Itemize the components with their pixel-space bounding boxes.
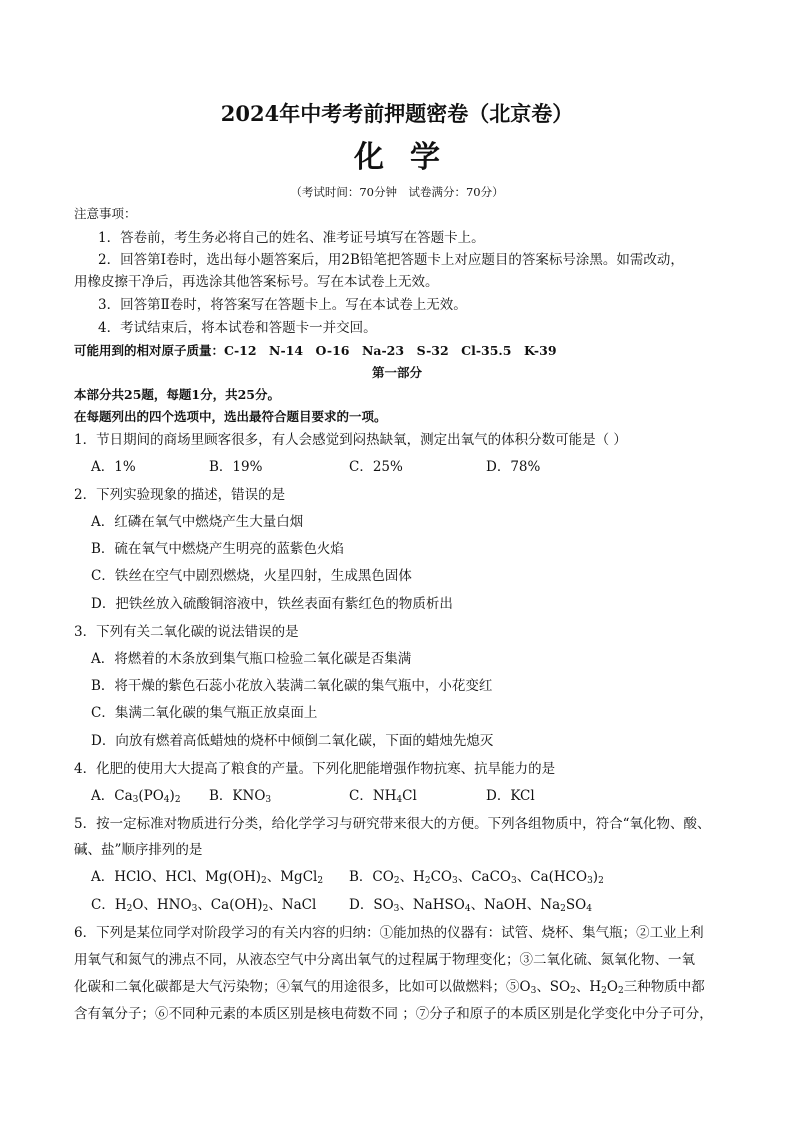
atomic-mass-line: 可能用到的相对原子质量：C-12 N-14 O-16 Na-23 S-32 Cl-35.5 K-39 <box>74 343 557 358</box>
q4-option-c: C．$NH_4Cl$ <box>349 788 417 805</box>
note-2b: 用橡皮擦干净后，再选涂其他答案标号。写在本试卷上无效。 <box>74 274 439 290</box>
q4-option-a: A．$Ca_3(PO_4)_2$ <box>91 788 181 805</box>
note-1: 1．答卷前，考生务必将自己的姓名、准考证号填写在答题卡上。 <box>98 230 485 246</box>
q3-option-c: C．集满二氧化碳的集气瓶正放桌面上 <box>91 705 318 721</box>
part1-heading: 第一部分 <box>371 365 422 380</box>
subject-title: 化学 <box>354 140 466 175</box>
note-2a: 2．回答第Ⅰ卷时，选出每小题答案后，用2B铅笔把答题卡上对应题目的答案标号涂黑。如需改动， <box>98 252 684 268</box>
q4-option-d: D．KCl <box>486 788 535 804</box>
q4-option-b: B．$KNO_3$ <box>209 788 272 805</box>
part1-intro-1: 本部分共25题，每题1分，共25分。 <box>74 387 280 402</box>
q1-option-d: D．78% <box>486 459 541 475</box>
q6-line3: 化碳和二氧化碳都是大气污染物；④氧气的用途很多，比如可以做燃料；$⑤O_3$、$SO_2$、$H_2O_2$三种物质中都 <box>74 979 705 996</box>
q3-option-d: D．向放有燃着高低蜡烛的烧杯中倾倒二氧化碳，下面的蜡烛先熄灭 <box>91 733 494 749</box>
exam-title: 2024年中考考前押题密卷（北京卷） <box>220 101 574 126</box>
q4-stem: 4．化肥的使用大大提高了粮食的产量。下列化肥能增强作物抗寒、抗旱能力的是 <box>74 761 556 777</box>
q5-stem-line2: 碱、盐”顺序排列的是 <box>74 842 203 858</box>
note-4: 4．考试结束后，将本试卷和答题卡一并交回。 <box>98 320 377 336</box>
q5-option-d: D．$SO_3$、NaHSO$_4$、NaOH、$Na_2SO_4$ <box>349 897 592 914</box>
q1-option-c: C．25% <box>349 459 403 475</box>
q1-option-a: A．1% <box>91 459 136 475</box>
q2-option-d: D．把铁丝放入硫酸铜溶液中，铁丝表面有紫红色的物质析出 <box>91 596 453 612</box>
q6-line4: 含有氧分子；⑥不同种元素的本质区别是核电荷数不同 ；⑦分子和原子的本质区别是化学变化中分子可分， <box>74 1006 713 1022</box>
q6-line1: 6．下列是某位同学对阶段学习的有关内容的归纳：①能加热的仪器有：试管、烧杯、集气瓶；②工业上利 <box>74 925 704 941</box>
exam-time-info: （考试时间：70分钟 试卷满分：70分） <box>290 185 504 199</box>
notes-heading: 注意事项： <box>74 206 137 221</box>
q2-stem: 2．下列实验现象的描述，错误的是 <box>74 487 286 503</box>
q6-line2: 用氧气和氮气的沸点不同，从液态空气中分离出氧气的过程属于物理变化；③二氧化硫、氮氧化物、一氧 <box>74 952 695 968</box>
q2-option-a: A．红磷在氧气中燃烧产生大量白烟 <box>91 514 304 530</box>
note-3: 3．回答第Ⅱ卷时，将答案写在答题卡上。写在本试卷上无效。 <box>98 297 467 313</box>
q5-option-b: B．$CO_2$、$H_2CO_3$、CaCO$_3$、$Ca(HCO_3)_2$ <box>349 869 604 886</box>
q5-option-a: A．HClO、HCl、$Mg(OH)_2$、MgCl$_2$ <box>91 869 324 886</box>
q1-stem: 1．节日期间的商场里顾客很多，有人会感觉到闷热缺氧，测定出氧气的体积分数可能是（ ） <box>74 432 627 448</box>
q3-option-b: B．将干燥的紫色石蕊小花放入装满二氧化碳的集气瓶中，小花变红 <box>91 678 493 694</box>
q1-option-b: B．19% <box>209 459 263 475</box>
q2-option-c: C．铁丝在空气中剧烈燃烧，火星四射，生成黑色固体 <box>91 568 412 584</box>
q5-stem-line1: 5．按一定标准对物质进行分类，给化学学习与研究带来很大的方便。下列各组物质中，符合“氧化物、酸、 <box>74 816 711 832</box>
q3-option-a: A．将燃着的木条放到集气瓶口检验二氧化碳是否集满 <box>91 651 412 667</box>
q2-option-b: B．硫在氧气中燃烧产生明亮的蓝紫色火焰 <box>91 541 344 557</box>
part1-intro-2: 在每题列出的四个选项中，选出最符合题目要求的一项。 <box>74 409 387 424</box>
q5-option-c: C．$H_2O$、$HNO_3$、$Ca(OH)_2$、NaCl <box>91 897 317 914</box>
q3-stem: 3．下列有关二氧化碳的说法错误的是 <box>74 624 299 640</box>
